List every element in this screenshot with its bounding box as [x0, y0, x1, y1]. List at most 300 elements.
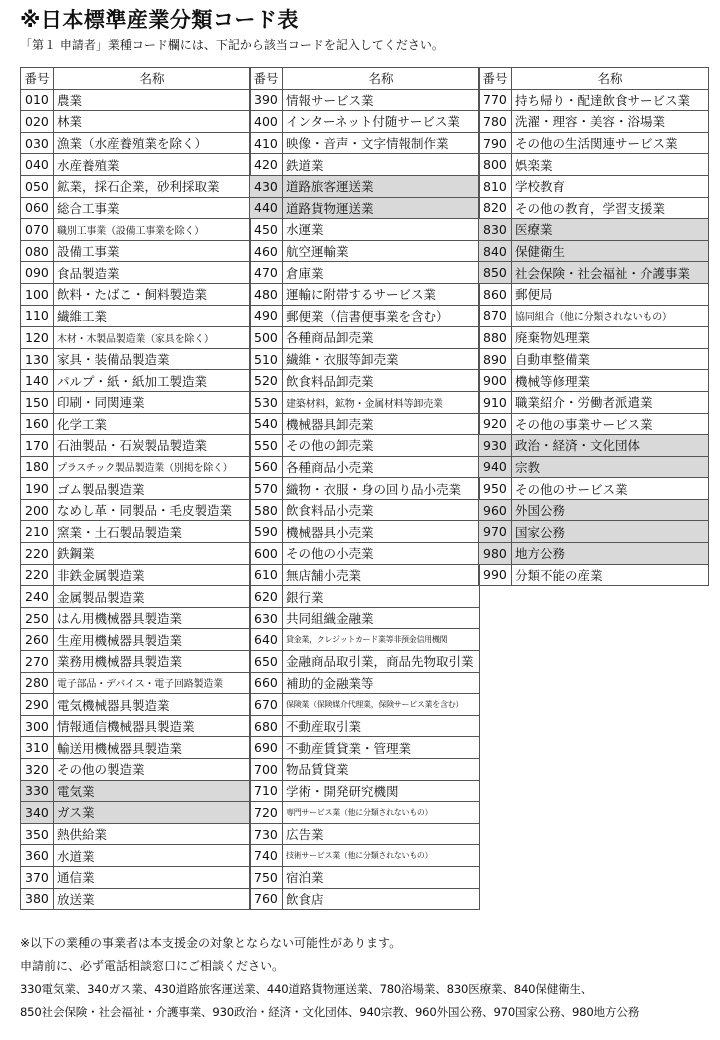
industry-code: 130	[21, 348, 54, 370]
table-row	[250, 564, 480, 586]
table-row	[21, 175, 251, 197]
industry-code: 690	[250, 737, 283, 759]
table-row	[21, 435, 251, 457]
industry-code: 360	[21, 845, 54, 867]
industry-name: 学術・開発研究機関	[283, 780, 480, 802]
industry-name: 各種商品卸売業	[283, 327, 480, 349]
table-row	[21, 456, 251, 478]
industry-code: 630	[250, 607, 283, 629]
industry-name: 外国公務	[512, 499, 709, 521]
industry-code: 870	[479, 305, 512, 327]
industry-code: 970	[479, 521, 512, 543]
industry-name: 自動車整備業	[512, 348, 709, 370]
industry-name: 繊維・衣服等卸売業	[283, 348, 480, 370]
table-row	[250, 802, 480, 824]
industry-name: 医療業	[512, 219, 709, 241]
industry-name: 熱供給業	[54, 823, 251, 845]
table-row	[479, 240, 709, 262]
table-row	[21, 586, 251, 608]
table-row	[250, 240, 480, 262]
industry-code: 220	[21, 564, 54, 586]
industry-name: その他の教育，学習支援業	[512, 197, 709, 219]
industry-code: 810	[479, 175, 512, 197]
industry-name: 政治・経済・文化団体	[512, 435, 709, 457]
industry-code: 590	[250, 521, 283, 543]
table-row	[21, 564, 251, 586]
industry-name: 窯業・土石製品製造業	[54, 521, 251, 543]
industry-name: 情報サービス業	[283, 89, 480, 111]
table-row	[250, 219, 480, 241]
industry-code: 280	[21, 672, 54, 694]
industry-code: 340	[21, 802, 54, 824]
industry-name: 総合工事業	[54, 197, 251, 219]
industry-name: 業務用機械器具製造業	[54, 651, 251, 673]
table-row	[250, 89, 480, 111]
industry-code: 290	[21, 694, 54, 716]
industry-code: 900	[479, 370, 512, 392]
industry-name: 電子部品・デバイス・電子回路製造業	[54, 672, 251, 694]
table-row	[250, 629, 480, 651]
industry-code: 990	[479, 564, 512, 586]
industry-name: ゴム製品製造業	[54, 478, 251, 500]
industry-code: 240	[21, 586, 54, 608]
industry-name: 飲食料品小売業	[283, 499, 480, 521]
industry-code: 820	[479, 197, 512, 219]
industry-name: 持ち帰り・配達飲食サービス業	[512, 89, 709, 111]
industry-name: 家具・装備品製造業	[54, 348, 251, 370]
industry-name: 不動産賃貸業・管理業	[283, 737, 480, 759]
industry-name: インターネット付随サービス業	[283, 111, 480, 133]
header-name: 名称	[283, 68, 480, 90]
table-row	[479, 327, 709, 349]
note-consult: 申請前に、必ず電話相談窓口にご相談ください。	[20, 959, 285, 973]
industry-name: 飲食料品卸売業	[283, 370, 480, 392]
industry-code: 880	[479, 327, 512, 349]
industry-name: 水道業	[54, 845, 251, 867]
table-row	[250, 413, 480, 435]
industry-code: 170	[21, 435, 54, 457]
industry-code: 950	[479, 478, 512, 500]
table-row	[250, 672, 480, 694]
industry-name: 国家公務	[512, 521, 709, 543]
table-row	[250, 715, 480, 737]
table-row	[479, 456, 709, 478]
industry-name: 道路貨物運送業	[283, 197, 480, 219]
industry-code: 350	[21, 823, 54, 845]
industry-code: 570	[250, 478, 283, 500]
table-row	[250, 866, 480, 888]
industry-code: 270	[21, 651, 54, 673]
table-row	[21, 499, 251, 521]
table-row	[21, 629, 251, 651]
table-row	[21, 240, 251, 262]
table-row	[479, 197, 709, 219]
code-table-3	[478, 67, 709, 586]
industry-name: 社会保険・社会福祉・介護事業	[512, 262, 709, 284]
industry-code: 920	[479, 413, 512, 435]
industry-code: 390	[250, 89, 283, 111]
table-row	[21, 543, 251, 565]
industry-name: その他の製造業	[54, 759, 251, 781]
table-row	[479, 111, 709, 133]
industry-name: 印刷・同関連業	[54, 391, 251, 413]
industry-name: その他の生活関連サービス業	[512, 132, 709, 154]
table-row	[21, 759, 251, 781]
industry-name: 金融商品取引業，商品先物取引業	[283, 651, 480, 673]
industry-code: 760	[250, 888, 283, 910]
industry-code: 120	[21, 327, 54, 349]
table-row	[250, 823, 480, 845]
industry-name: 共同組織金融業	[283, 607, 480, 629]
industry-code: 060	[21, 197, 54, 219]
table-row	[21, 780, 251, 802]
industry-code: 580	[250, 499, 283, 521]
table-row	[479, 283, 709, 305]
table-row	[250, 154, 480, 176]
industry-name: 補助的金融業等	[283, 672, 480, 694]
industry-name: 地方公務	[512, 543, 709, 565]
table-row	[250, 391, 480, 413]
industry-name: その他の小売業	[283, 543, 480, 565]
industry-name: 林業	[54, 111, 251, 133]
industry-code: 560	[250, 456, 283, 478]
industry-name: 鉄道業	[283, 154, 480, 176]
industry-code: 720	[250, 802, 283, 824]
industry-name: 機械器具卸売業	[283, 413, 480, 435]
industry-code: 890	[479, 348, 512, 370]
industry-code: 010	[21, 89, 54, 111]
industry-code: 100	[21, 283, 54, 305]
industry-name: 飲料・たばこ・飼料製造業	[54, 283, 251, 305]
industry-code: 790	[479, 132, 512, 154]
header-code: 番号	[21, 68, 54, 90]
industry-name: 専門サービス業（他に分類されないもの）	[283, 802, 480, 824]
note-warning: ※以下の業種の事業者は本支援金の対象とならない可能性があります。	[20, 936, 402, 950]
industry-code: 600	[250, 543, 283, 565]
table-row	[21, 866, 251, 888]
industry-name: 倉庫業	[283, 262, 480, 284]
table-row	[479, 435, 709, 457]
industry-name: 機械器具小売業	[283, 521, 480, 543]
industry-code: 940	[479, 456, 512, 478]
table-row	[479, 413, 709, 435]
industry-name: 木材・木製品製造業（家具を除く）	[54, 327, 251, 349]
industry-code: 960	[479, 499, 512, 521]
industry-name: その他のサービス業	[512, 478, 709, 500]
table-row	[250, 327, 480, 349]
table-row	[250, 499, 480, 521]
industry-name: 保健衛生	[512, 240, 709, 262]
industry-code: 750	[250, 866, 283, 888]
industry-code: 840	[479, 240, 512, 262]
table-row	[21, 262, 251, 284]
industry-name: 設備工事業	[54, 240, 251, 262]
industry-code: 800	[479, 154, 512, 176]
industry-code: 860	[479, 283, 512, 305]
code-table-2	[249, 67, 480, 910]
industry-code: 300	[21, 715, 54, 737]
industry-name: 物品賃貸業	[283, 759, 480, 781]
industry-name: プラスチック製品製造業（別掲を除く）	[54, 456, 251, 478]
table-row	[479, 348, 709, 370]
industry-code: 320	[21, 759, 54, 781]
industry-code: 780	[479, 111, 512, 133]
industry-code: 850	[479, 262, 512, 284]
industry-name: パルプ・紙・紙加工製造業	[54, 370, 251, 392]
table-row	[21, 89, 251, 111]
industry-name: 生産用機械器具製造業	[54, 629, 251, 651]
table-row	[250, 888, 480, 910]
table-row	[250, 543, 480, 565]
industry-code: 470	[250, 262, 283, 284]
industry-code: 660	[250, 672, 283, 694]
industry-code: 040	[21, 154, 54, 176]
table-row	[21, 715, 251, 737]
industry-name: 通信業	[54, 866, 251, 888]
table-row	[250, 305, 480, 327]
table-row	[21, 413, 251, 435]
industry-code: 420	[250, 154, 283, 176]
industry-code: 540	[250, 413, 283, 435]
industry-name: 建築材料，鉱物・金属材料等卸売業	[283, 391, 480, 413]
industry-name: 分類不能の産業	[512, 564, 709, 586]
industry-code: 640	[250, 629, 283, 651]
table-row	[250, 132, 480, 154]
industry-name: 漁業（水産養殖業を除く）	[54, 132, 251, 154]
table-row	[250, 175, 480, 197]
table-row	[250, 370, 480, 392]
table-row	[21, 823, 251, 845]
industry-name: 化学工業	[54, 413, 251, 435]
industry-code: 250	[21, 607, 54, 629]
industry-name: 洗濯・理容・美容・浴場業	[512, 111, 709, 133]
table-row	[21, 391, 251, 413]
table-row	[21, 737, 251, 759]
industry-name: 金属製品製造業	[54, 586, 251, 608]
industry-name: 郵便業（信書便事業を含む）	[283, 305, 480, 327]
industry-code: 490	[250, 305, 283, 327]
industry-name: 情報通信機械器具製造業	[54, 715, 251, 737]
industry-code: 530	[250, 391, 283, 413]
page-title: ※日本標準産業分類コード表	[20, 8, 299, 32]
industry-code: 210	[21, 521, 54, 543]
industry-code: 080	[21, 240, 54, 262]
instruction-text: 「第１ 申請者」業種コード欄には、下記から該当コードを記入してください。	[20, 38, 444, 52]
industry-code: 520	[250, 370, 283, 392]
industry-code: 030	[21, 132, 54, 154]
industry-code: 310	[21, 737, 54, 759]
industry-name: 貸金業，クレジットカード業等非預金信用機関	[283, 629, 480, 651]
notes	[20, 932, 639, 1024]
industry-name: 娯楽業	[512, 154, 709, 176]
industry-name: 学校教育	[512, 175, 709, 197]
industry-code: 190	[21, 478, 54, 500]
industry-name: 協同組合（他に分類されないもの）	[512, 305, 709, 327]
industry-code: 330	[21, 780, 54, 802]
industry-name: 電気機械器具製造業	[54, 694, 251, 716]
table-row	[479, 499, 709, 521]
industry-code: 500	[250, 327, 283, 349]
industry-name: 非鉄金属製造業	[54, 564, 251, 586]
industry-name: 職別工事業（設備工事業を除く）	[54, 219, 251, 241]
industry-code: 180	[21, 456, 54, 478]
industry-name: 水運業	[283, 219, 480, 241]
industry-name: 保険業（保険媒介代理業，保険サービス業を含む）	[283, 694, 480, 716]
table-row	[21, 651, 251, 673]
table-row	[250, 759, 480, 781]
industry-code: 430	[250, 175, 283, 197]
industry-code: 370	[21, 866, 54, 888]
table-row	[250, 456, 480, 478]
industry-code: 090	[21, 262, 54, 284]
industry-code: 700	[250, 759, 283, 781]
table-row	[250, 737, 480, 759]
industry-name: 織物・衣服・身の回り品小売業	[283, 478, 480, 500]
table-row	[479, 219, 709, 241]
table-row	[479, 370, 709, 392]
table-row	[479, 132, 709, 154]
industry-code: 020	[21, 111, 54, 133]
industry-code: 670	[250, 694, 283, 716]
industry-code: 440	[250, 197, 283, 219]
note-excluded-list: 850社会保険・社会福祉・介護事業、930政治・経済・文化団体、940宗教、960外国公務、970国家公務、980地方公務	[20, 1005, 640, 1019]
industry-name: 映像・音声・文字情報制作業	[283, 132, 480, 154]
industry-name: 宿泊業	[283, 866, 480, 888]
table-row	[21, 111, 251, 133]
table-row	[250, 586, 480, 608]
table-row	[250, 283, 480, 305]
table-row	[21, 521, 251, 543]
industry-name: 航空運輸業	[283, 240, 480, 262]
table-row	[21, 219, 251, 241]
industry-code: 930	[479, 435, 512, 457]
table-row	[250, 651, 480, 673]
industry-code: 150	[21, 391, 54, 413]
table-row	[21, 327, 251, 349]
table-row	[250, 435, 480, 457]
industry-name: 食品製造業	[54, 262, 251, 284]
note-excluded-list: 330電気業、340ガス業、430道路旅客運送業、440道路貨物運送業、780浴場業、830医療業、840保健衛生、	[20, 982, 593, 996]
industry-code: 260	[21, 629, 54, 651]
industry-name: 鉱業，採石企業，砂利採取業	[54, 175, 251, 197]
industry-name: 輸送用機械器具製造業	[54, 737, 251, 759]
industry-name: 鉄鋼業	[54, 543, 251, 565]
table-row	[21, 283, 251, 305]
table-row	[21, 888, 251, 910]
table-row	[479, 262, 709, 284]
table-row	[21, 305, 251, 327]
table-row	[250, 197, 480, 219]
table-row	[250, 262, 480, 284]
industry-name: 各種商品小売業	[283, 456, 480, 478]
table-row	[479, 543, 709, 565]
industry-code: 910	[479, 391, 512, 413]
code-table-1	[20, 67, 251, 910]
industry-code: 220	[21, 543, 54, 565]
industry-name: 技術サービス業（他に分類されないもの）	[283, 845, 480, 867]
table-row	[21, 672, 251, 694]
header-name: 名称	[512, 68, 709, 90]
header-name: 名称	[54, 68, 251, 90]
industry-name: 銀行業	[283, 586, 480, 608]
industry-code: 450	[250, 219, 283, 241]
industry-name: その他の卸売業	[283, 435, 480, 457]
industry-code: 110	[21, 305, 54, 327]
table-row	[479, 391, 709, 413]
industry-name: 郵便局	[512, 283, 709, 305]
table-row	[479, 89, 709, 111]
industry-code: 710	[250, 780, 283, 802]
table-row	[21, 478, 251, 500]
table-row	[479, 305, 709, 327]
table-row	[479, 564, 709, 586]
table-row	[21, 154, 251, 176]
industry-code: 480	[250, 283, 283, 305]
industry-code: 740	[250, 845, 283, 867]
table-row	[21, 845, 251, 867]
industry-code: 050	[21, 175, 54, 197]
table-row	[250, 845, 480, 867]
table-row	[479, 521, 709, 543]
industry-name: 放送業	[54, 888, 251, 910]
industry-code: 770	[479, 89, 512, 111]
table-row	[21, 694, 251, 716]
table-row	[479, 478, 709, 500]
industry-code: 980	[479, 543, 512, 565]
table-row	[250, 607, 480, 629]
industry-code: 510	[250, 348, 283, 370]
table-row	[21, 197, 251, 219]
industry-name: 電気業	[54, 780, 251, 802]
industry-code: 070	[21, 219, 54, 241]
table-row	[21, 370, 251, 392]
industry-code: 380	[21, 888, 54, 910]
industry-name: ガス業	[54, 802, 251, 824]
industry-code: 550	[250, 435, 283, 457]
industry-name: はん用機械器具製造業	[54, 607, 251, 629]
industry-name: 運輸に附帯するサービス業	[283, 283, 480, 305]
industry-code: 400	[250, 111, 283, 133]
industry-code: 140	[21, 370, 54, 392]
industry-code: 620	[250, 586, 283, 608]
table-row	[250, 780, 480, 802]
industry-name: 石油製品・石炭製品製造業	[54, 435, 251, 457]
header-code: 番号	[479, 68, 512, 90]
table-row	[250, 111, 480, 133]
industry-name: なめし革・同製品・毛皮製造業	[54, 499, 251, 521]
table-row	[250, 478, 480, 500]
header-code: 番号	[250, 68, 283, 90]
industry-name: 水産養殖業	[54, 154, 251, 176]
industry-code: 830	[479, 219, 512, 241]
table-row	[250, 521, 480, 543]
industry-name: 無店舗小売業	[283, 564, 480, 586]
industry-code: 460	[250, 240, 283, 262]
industry-name: 機械等修理業	[512, 370, 709, 392]
industry-name: 廃棄物処理業	[512, 327, 709, 349]
table-row	[479, 154, 709, 176]
industry-name: 広告業	[283, 823, 480, 845]
industry-name: 道路旅客運送業	[283, 175, 480, 197]
industry-code: 650	[250, 651, 283, 673]
industry-name: 繊維工業	[54, 305, 251, 327]
table-row	[479, 175, 709, 197]
table-row	[250, 694, 480, 716]
industry-code: 610	[250, 564, 283, 586]
table-row	[250, 348, 480, 370]
table-row	[21, 348, 251, 370]
industry-name: 宗教	[512, 456, 709, 478]
